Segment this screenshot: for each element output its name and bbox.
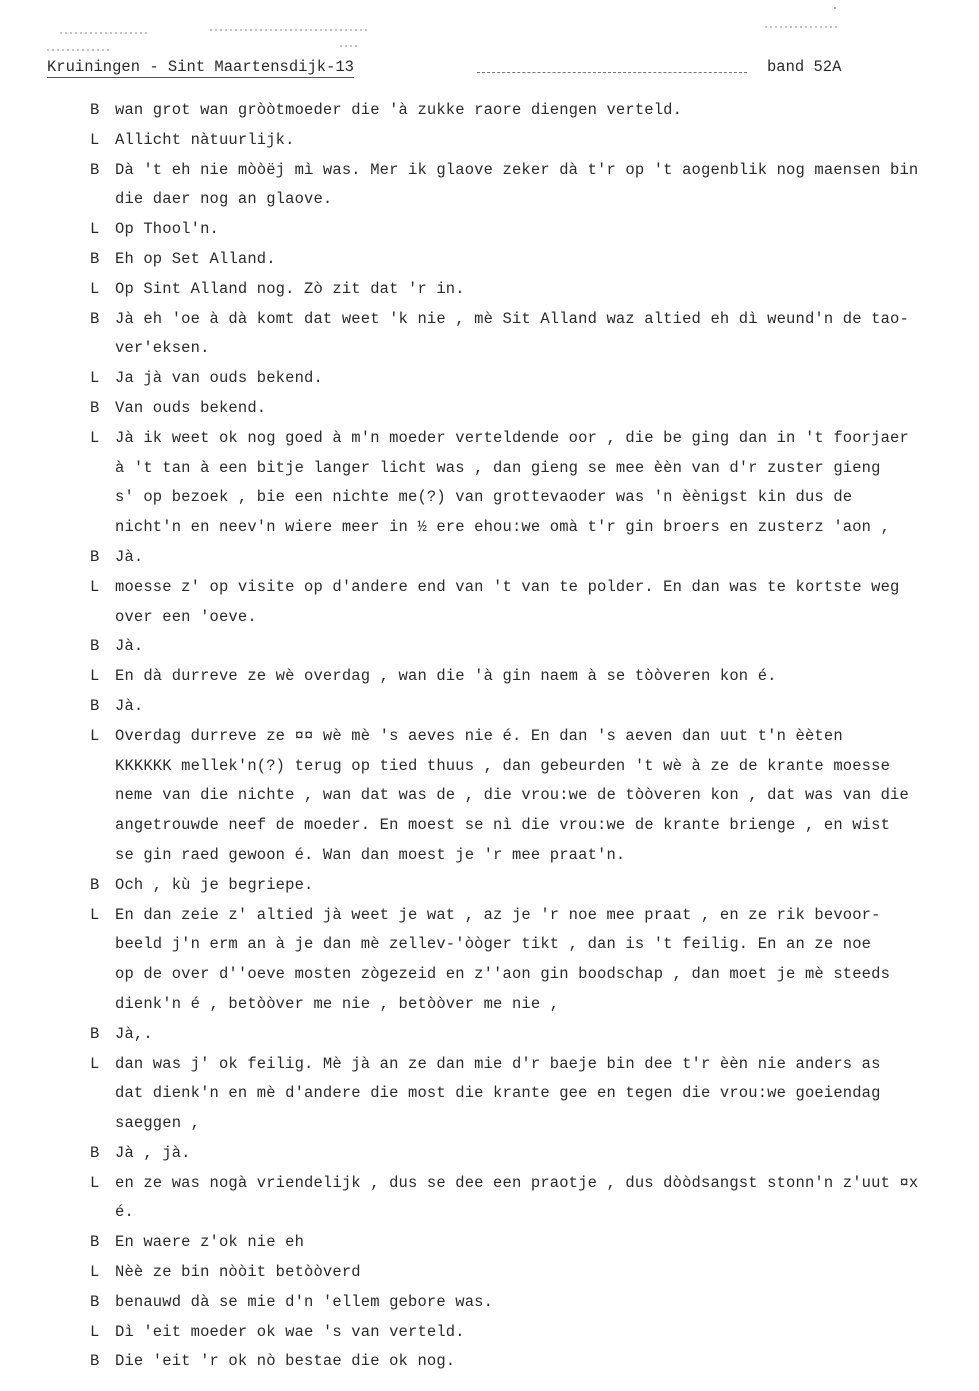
utterance-text (115, 543, 960, 573)
transcript-entry (90, 871, 960, 901)
utterance-text (115, 1318, 960, 1348)
utterance-line: Jà eh 'oe à dà komt dat weet 'k nie , mè Sit Alland waz altied eh dì weund'n de tao- (115, 309, 909, 328)
speaker-label: L (90, 220, 100, 239)
utterance-text (115, 871, 960, 901)
speaker-label: L (90, 130, 100, 149)
utterance-line: En dan zeie z' altied jà weet je wat , az je 'r noe mee praat , en ze rik bevoor- (115, 905, 881, 924)
speaker-label: B (90, 101, 100, 119)
utterance-text (115, 692, 960, 722)
utterance-line: se gin raed gewoon é. Wan dan moest je 'r mee praat'n. (115, 845, 626, 864)
header-title: Kruiningen - Sint Maartensdijk-13 (47, 58, 354, 76)
utterance-text (115, 1050, 960, 1139)
utterance-line: neme van die nichte , wan dat was de , die vrou:we de tòòveren kon , dat was van die (115, 786, 909, 805)
utterance-text (115, 275, 960, 305)
utterance-line: Dì 'eit moeder ok wae 's van verteld. (115, 1322, 465, 1341)
speaker-label: L (90, 1322, 100, 1341)
utterance-text (115, 1347, 960, 1377)
utterance-line: dienk'n é , betòòver me nie , betòòver me nie , (115, 994, 560, 1013)
utterance-line: dan was j' ok feilig. Mè jà an ze dan mie d'r baeje bin dee t'r èèn nie anders as (115, 1054, 881, 1073)
speaker-label: L (90, 1054, 100, 1073)
utterance-line: moesse z' op visite op d'andere end van 't van te polder. En dan was te kortste weg (115, 577, 900, 596)
transcript-entry (90, 632, 960, 662)
transcript-entry (90, 1050, 960, 1139)
utterance-line: Dà 't eh nie mòòëj mì was. Mer ik glaove zeker dà t'r op 't aogenblik nog maensen bin (115, 160, 919, 179)
transcript-entry (90, 1258, 960, 1288)
speaker-label: B (90, 696, 100, 715)
utterance-line: é. (115, 1203, 134, 1222)
utterance-text (115, 901, 960, 1020)
utterance-line: Jà ik weet ok nog goed à m'n moeder verteldende oor , die be ging dan in 't foorjaer (115, 428, 909, 447)
utterance-line: Jà,. (115, 1024, 153, 1043)
utterance-line: Jà. (115, 547, 144, 566)
transcript-entry (90, 394, 960, 424)
transcript-entry (90, 662, 960, 692)
transcript-entry (90, 1139, 960, 1169)
speaker-label: L (90, 369, 100, 388)
speaker-label: L (90, 667, 100, 686)
utterance-line: Op Thool'n. (115, 220, 219, 239)
speaker-label: L (90, 1263, 100, 1282)
utterance-text (115, 96, 960, 126)
header-rule (477, 72, 747, 73)
speaker-label: B (90, 160, 100, 179)
speaker-label: L (90, 905, 100, 924)
speaker-label: B (90, 398, 100, 417)
utterance-line: Ja jà van ouds bekend. (115, 369, 323, 388)
utterance-line: Die 'eit 'r ok nò bestae die ok nog. (115, 1352, 456, 1371)
utterance-line: Jà. (115, 637, 144, 656)
utterance-line: Allicht nàtuurlijk. (115, 130, 295, 149)
utterance-line: Jà , jà. (115, 1143, 191, 1162)
utterance-line: wan grot wan gròòtmoeder die 'à zukke raore diengen verteld. (115, 101, 683, 119)
transcript-entry (90, 1020, 960, 1050)
transcript-entry (90, 245, 960, 275)
utterance-text (115, 722, 960, 871)
utterance-line: op de over d''oeve mosten zògezeid en z''aon gin boodschap , dan moet je mè steeds (115, 965, 891, 984)
speaker-label: B (90, 1292, 100, 1311)
speaker-label: B (90, 1024, 100, 1043)
utterance-line: en ze was nogà vriendelijk , dus se dee een praotje , dus dòòdsangst stonn'n z'uut ¤x (115, 1173, 919, 1192)
utterance-line: angetrouwde neef de moeder. En moest se nì die vrou:we de krante brienge , en wist (115, 816, 891, 835)
speaker-label: L (90, 428, 100, 447)
utterance-line: Op Sint Alland nog. Zò zit dat 'r in. (115, 279, 465, 298)
utterance-text (115, 1139, 960, 1169)
utterance-text (115, 156, 960, 216)
utterance-text (115, 424, 960, 543)
utterance-text (115, 364, 960, 394)
utterance-text (115, 1020, 960, 1050)
utterance-line: s' op bezoek , bie een nichte me(?) van grottevaoder was 'n èènigst kin dus de (115, 488, 853, 507)
utterance-text (115, 245, 960, 275)
transcript-entry (90, 364, 960, 394)
speaker-label: B (90, 547, 100, 566)
utterance-text (115, 126, 960, 156)
transcript-entry (90, 543, 960, 573)
utterance-line: Och , kù je begriepe. (115, 875, 314, 894)
utterance-line: Jà. (115, 696, 144, 715)
utterance-line: KKKKKK mellek'n(?) terug op tied thuus , dan gebeurden 't wè à ze de krante moesse (115, 756, 891, 775)
utterance-line: En waere z'ok nie eh (115, 1233, 305, 1252)
speaker-label: L (90, 1173, 100, 1192)
utterance-line: benauwd dà se mie d'n 'ellem gebore was. (115, 1292, 494, 1311)
utterance-text (115, 215, 960, 245)
transcript (90, 96, 960, 1377)
utterance-line: dat dienk'n en mè d'andere die most die krante gee en tegen die vrou:we goeiendag (115, 1084, 881, 1103)
utterance-line: Eh op Set Alland. (115, 249, 276, 268)
transcript-entry (90, 156, 960, 216)
utterance-text (115, 394, 960, 424)
utterance-text (115, 1228, 960, 1258)
utterance-line: Van ouds bekend. (115, 398, 267, 417)
transcript-entry (90, 901, 960, 1020)
utterance-line: ver'eksen. (115, 339, 210, 358)
speaker-label: B (90, 1352, 100, 1371)
transcript-entry (90, 692, 960, 722)
transcript-entry (90, 1347, 960, 1377)
transcript-entry (90, 305, 960, 365)
transcript-entry (90, 96, 960, 126)
speaker-label: B (90, 637, 100, 656)
utterance-text (115, 632, 960, 662)
utterance-text (115, 1169, 960, 1229)
speaker-label: B (90, 1233, 100, 1252)
utterance-text (115, 1288, 960, 1318)
scan-specks (0, 0, 979, 60)
utterance-line: à 't tan à een bitje langer licht was , dan gieng se mee èèn van d'r zuster gieng (115, 458, 881, 477)
utterance-line: Nèè ze bin nòòit betòòverd (115, 1263, 361, 1282)
band-label: band 52A (767, 58, 842, 76)
utterance-line: saeggen , (115, 1114, 201, 1133)
transcript-entry (90, 1228, 960, 1258)
transcript-entry (90, 1318, 960, 1348)
speaker-label: B (90, 1143, 100, 1162)
utterance-line: nicht'n en neev'n wiere meer in ½ ere ehou:we omà t'r gin broers en zusterz 'aon , (115, 518, 891, 537)
utterance-line: beeld j'n erm an à je dan mè zellev-'òòger tikt , dan is 't feilig. En an ze noe (115, 935, 872, 954)
utterance-text (115, 1258, 960, 1288)
utterance-text (115, 573, 960, 633)
utterance-line: En dà durreve ze wè overdag , wan die 'à gin naem à se tòòveren kon é. (115, 667, 777, 686)
transcript-entry (90, 1288, 960, 1318)
speaker-label: L (90, 577, 100, 596)
transcript-entry (90, 126, 960, 156)
document-header (47, 58, 947, 82)
utterance-line: over een 'oeve. (115, 607, 257, 626)
transcript-entry (90, 722, 960, 871)
transcript-entry (90, 573, 960, 633)
transcript-entry (90, 424, 960, 543)
speaker-label: B (90, 309, 100, 328)
transcript-entry (90, 1169, 960, 1229)
speaker-label: L (90, 279, 100, 298)
utterance-line: die daer nog an glaove. (115, 190, 333, 209)
utterance-line: Overdag durreve ze ¤¤ wè mè 's aeves nie é. En dan 's aeven dan uut t'n èèten (115, 726, 843, 745)
transcript-entry (90, 215, 960, 245)
speaker-label: B (90, 249, 100, 268)
transcript-entry (90, 275, 960, 305)
speaker-label: B (90, 875, 100, 894)
speaker-label: L (90, 726, 100, 745)
utterance-text (115, 305, 960, 365)
utterance-text (115, 662, 960, 692)
